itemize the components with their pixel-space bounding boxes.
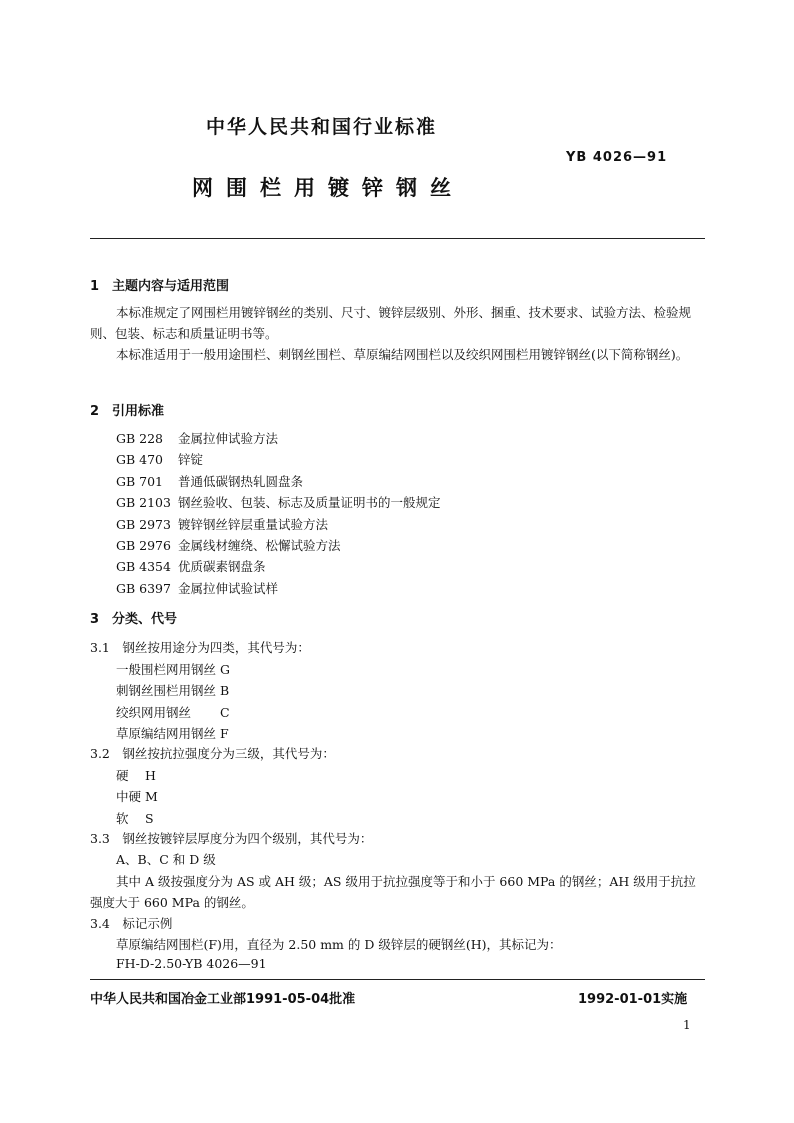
effective-date: 1992-01-01实施 [578, 992, 688, 1007]
section-3-heading: 3 分类、代号 [90, 612, 178, 627]
national-standard-title: 中华人民共和国行业标准 [206, 116, 438, 138]
list-item: 一般围栏网用钢丝 G [116, 662, 230, 677]
clause-3-4-text: 草原编结网围栏(F)用，直径为 2.50 mm 的 D 级锌层的硬钢丝(H)，其标记为： [116, 937, 562, 952]
list-item: 刺钢丝围栏用钢丝 B [116, 683, 230, 699]
list-item: 硬 H [116, 768, 156, 783]
clause-3-1-list [116, 659, 230, 744]
standard-number: YB 4026—91 [566, 150, 668, 165]
clause-3-2-list [116, 765, 158, 829]
reference-item: GB 2103 钢丝验收、包装、标志及质量证明书的一般规定 [116, 495, 441, 511]
reference-list [116, 428, 441, 599]
section-1-para-1: 本标准规定了网围栏用镀锌钢丝的类别、尺寸、镀锌层级别、外形、捆重、技术要求、试验方法、检验规则、包装、标志和质量证明书等。 [90, 305, 692, 341]
list-item: 软 S [116, 810, 154, 826]
reference-item: GB 470 锌锭 [116, 452, 204, 468]
clause-3-4: 3.4 标记示例 [90, 916, 173, 931]
footer-rule [90, 979, 705, 980]
reference-item: GB 701 普通低碳钢热轧圆盘条 [116, 473, 304, 489]
clause-3-1: 3.1 钢丝按用途分为四类，其代号为： [90, 640, 310, 655]
list-item: 绞织网用钢丝 C [116, 704, 230, 720]
clause-3-4-mark: FH-D-2.50-YB 4026—91 [116, 956, 267, 971]
reference-item: GB 2976 金属线材缠绕、松懈试验方法 [116, 538, 341, 554]
page-number: 1 [683, 1018, 691, 1032]
header-rule [90, 238, 705, 239]
section-2-heading: 2 引用标准 [90, 404, 165, 419]
clause-3-2: 3.2 钢丝按抗拉强度分为三级，其代号为： [90, 746, 335, 761]
section-1-heading: 1 主题内容与适用范围 [90, 279, 230, 294]
clause-3-3-item: A、B、C 和 D 级 [116, 852, 216, 867]
reference-item: GB 2973 镀锌钢丝锌层重量试验方法 [116, 516, 329, 532]
clause-3-3-para: 其中 A 级按强度分为 AS 或 AH 级；AS 级用于抗拉强度等于和小于 660 MPa 的钢丝；AH 级用于抗拉强度大于 660 MPa 的钢丝。 [90, 874, 696, 910]
list-item: 草原编结网用钢丝 F [116, 725, 229, 741]
reference-item: GB 228 金属拉伸试验方法 [116, 431, 279, 446]
reference-item: GB 4354 优质碳素钢盘条 [116, 559, 266, 575]
approval-line: 中华人民共和国冶金工业部1991-05-04批准 [90, 992, 356, 1007]
clause-3-3: 3.3 钢丝按镀锌层厚度分为四个级别，其代号为： [90, 831, 373, 846]
section-1-para-2: 本标准适用于一般用途围栏、刺钢丝围栏、草原编结网围栏以及绞织网围栏用镀锌钢丝(以下简称钢丝)。 [116, 347, 689, 362]
reference-item: GB 6397 金属拉伸试验试样 [116, 580, 279, 596]
list-item: 中硬 M [116, 789, 158, 805]
document-title: 网围栏用镀锌钢丝 [192, 176, 464, 200]
